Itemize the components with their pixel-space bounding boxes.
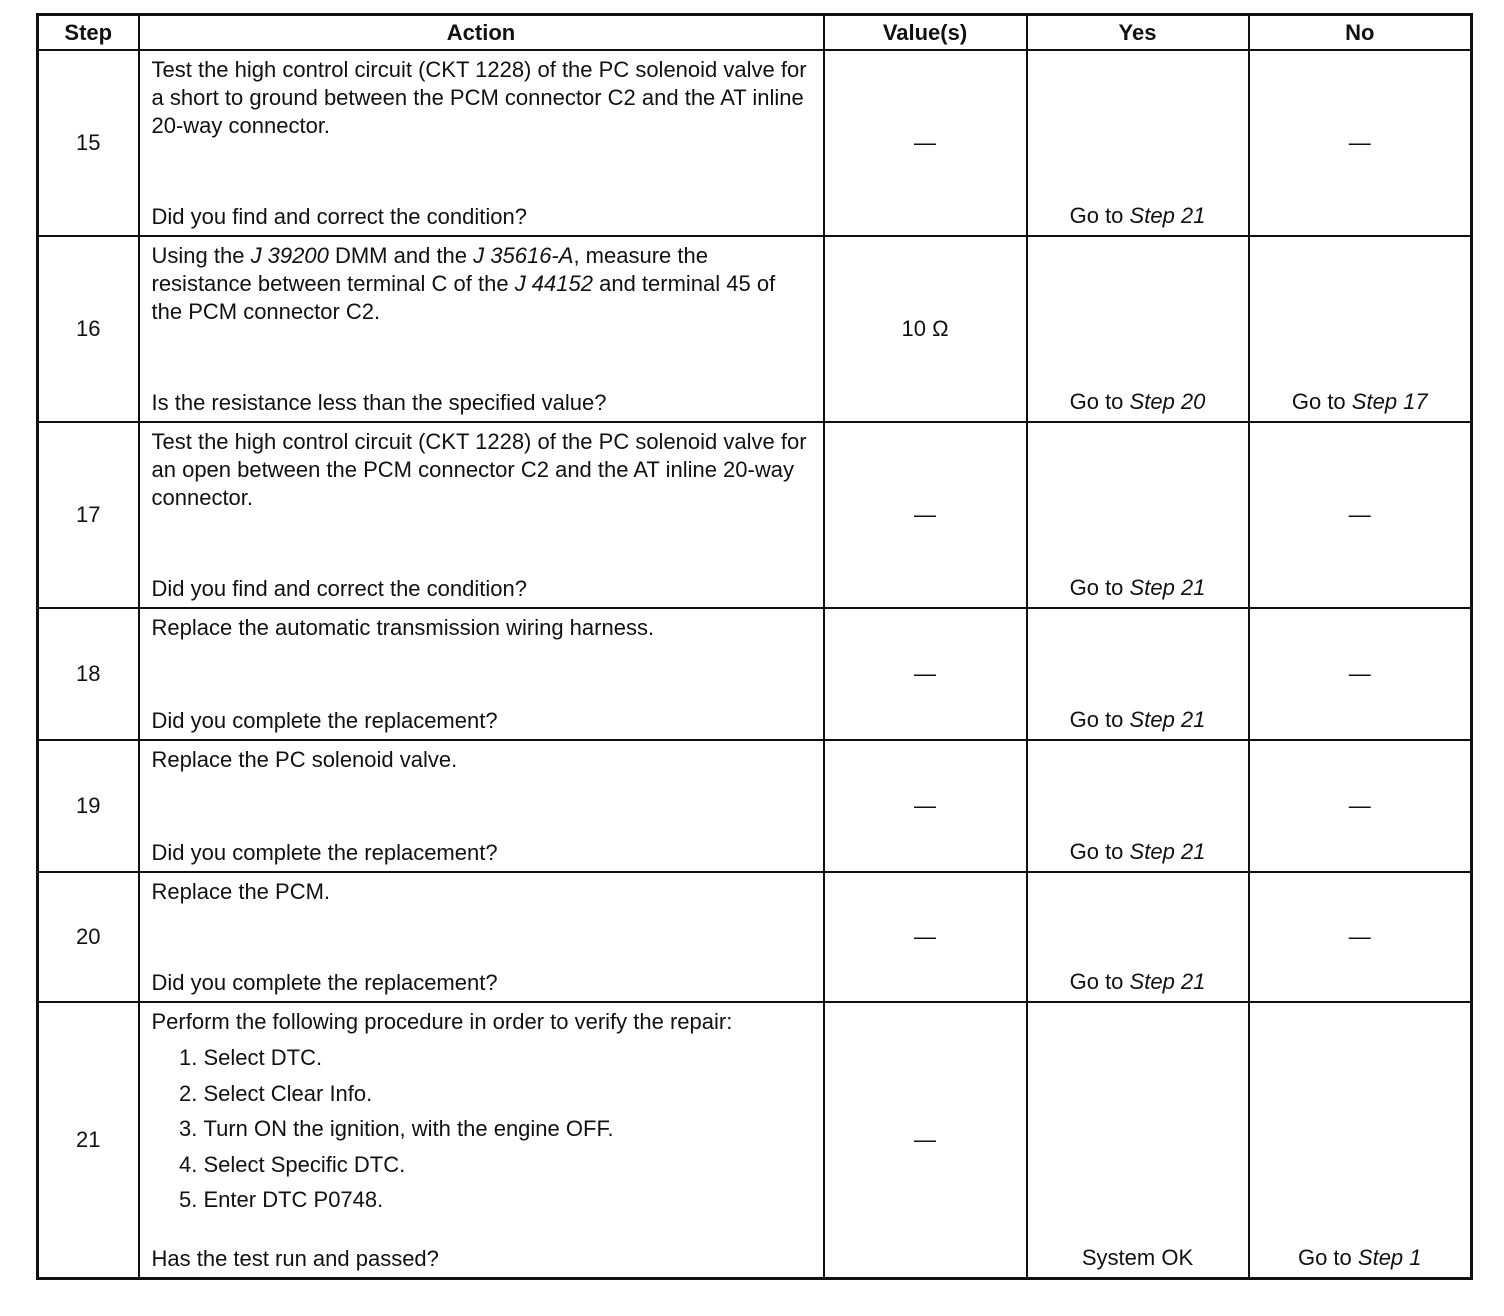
tool-ref: J 35616-A [473, 243, 574, 268]
list-item: 2. Select Clear Info. [204, 1076, 811, 1112]
action-text: Replace the PCM. [151, 879, 331, 904]
action-cell [139, 872, 824, 1002]
yes-goto [1028, 968, 1248, 996]
yes-goto [1028, 388, 1248, 416]
action-question: Did you find and correct the condition? [151, 204, 527, 229]
text-part: and terminal 45 of the PCM connector C2. [151, 271, 776, 324]
step-number: 16 [38, 236, 139, 422]
header-row [38, 15, 1472, 51]
goto-prefix: Go to [1069, 389, 1124, 414]
action-question: Did you find and correct the condition? [151, 576, 527, 601]
yes-goto [1028, 706, 1248, 734]
action-cell [139, 608, 824, 740]
procedure-list [152, 1040, 811, 1218]
step-number: 15 [38, 50, 139, 236]
value-cell: — [824, 50, 1027, 236]
step-number: 19 [38, 740, 139, 872]
yes-goto [1028, 202, 1248, 230]
goto-prefix: Go to [1297, 1244, 1352, 1270]
no-cell: — [1249, 872, 1472, 1002]
header-no: No [1249, 15, 1472, 51]
value-cell: — [824, 422, 1027, 608]
yes-cell [1027, 1002, 1249, 1278]
goto-prefix: Go to [1069, 839, 1124, 864]
goto-step: Step 21 [1129, 839, 1206, 864]
value-cell: — [824, 740, 1027, 872]
yes-result: System OK [1081, 1244, 1194, 1270]
table-row [38, 1002, 1472, 1278]
no-cell: — [1249, 422, 1472, 608]
yes-cell [1027, 422, 1249, 608]
no-cell [1249, 236, 1472, 422]
action-cell [139, 236, 824, 422]
no-goto [1250, 1244, 1471, 1272]
value-cell: — [824, 608, 1027, 740]
list-item: 5. Enter DTC P0748. [204, 1182, 811, 1218]
step-number: 18 [38, 608, 139, 740]
yes-cell [1027, 872, 1249, 1002]
table-row [38, 608, 1472, 740]
goto-step: Step 21 [1129, 203, 1206, 228]
action-cell [139, 50, 824, 236]
goto-step: Step 21 [1129, 707, 1206, 732]
tool-ref: J 39200 [250, 243, 329, 268]
action-cell [139, 422, 824, 608]
list-item: 3. Turn ON the ignition, with the engine OFF. [204, 1111, 811, 1147]
table-row [38, 50, 1472, 236]
header-values: Value(s) [824, 15, 1027, 51]
text-part: DMM and the [328, 243, 474, 268]
header-yes: Yes [1027, 15, 1249, 51]
diagnostic-table [36, 13, 1473, 1280]
value-cell: 10 Ω [824, 236, 1027, 422]
yes-goto [1028, 838, 1248, 866]
value-cell: — [824, 1002, 1027, 1278]
goto-step: Step 1 [1357, 1244, 1422, 1270]
goto-prefix: Go to [1069, 969, 1124, 994]
action-text: Perform the following procedure in order to verify the repair: [151, 1009, 733, 1034]
goto-prefix: Go to [1069, 575, 1124, 600]
action-question: Has the test run and passed? [151, 1245, 439, 1271]
action-text: Replace the automatic transmission wiring harness. [151, 615, 655, 640]
tool-ref: J 44152 [514, 271, 593, 296]
action-text: Test the high control circuit (CKT 1228) of the PC solenoid valve for a short to ground between the PCM connector C2 and the AT inline 20-way connector. [151, 57, 807, 138]
list-item: 4. Select Specific DTC. [204, 1147, 811, 1183]
action-cell [139, 740, 824, 872]
action-question: Is the resistance less than the specified value? [151, 390, 607, 415]
action-text: Replace the PC solenoid valve. [151, 747, 458, 772]
goto-step: Step 17 [1351, 389, 1428, 414]
goto-step: Step 21 [1129, 575, 1206, 600]
action-question: Did you complete the replacement? [151, 970, 498, 995]
value-cell: — [824, 872, 1027, 1002]
action-cell [139, 1002, 824, 1278]
step-number: 20 [38, 872, 139, 1002]
yes-cell [1027, 50, 1249, 236]
goto-step: Step 20 [1129, 389, 1206, 414]
no-cell [1249, 1002, 1472, 1278]
list-item: 1. Select DTC. [204, 1040, 811, 1076]
header-action: Action [139, 15, 824, 51]
action-text: Test the high control circuit (CKT 1228) of the PC solenoid valve for an open between the PCM connector C2 and the AT inline 20-way connector. [151, 429, 807, 510]
no-cell: — [1249, 740, 1472, 872]
goto-prefix: Go to [1069, 203, 1124, 228]
text-part: , measure the resistance between terminal C of the [151, 243, 708, 296]
goto-prefix: Go to [1291, 389, 1346, 414]
no-goto [1250, 388, 1471, 416]
yes-goto [1028, 574, 1248, 602]
step-number: 21 [38, 1002, 139, 1278]
table-row [38, 872, 1472, 1002]
goto-step: Step 21 [1129, 969, 1206, 994]
yes-cell [1027, 608, 1249, 740]
table-row [38, 422, 1472, 608]
yes-cell [1027, 236, 1249, 422]
no-cell: — [1249, 608, 1472, 740]
goto-prefix: Go to [1069, 707, 1124, 732]
action-question: Did you complete the replacement? [151, 708, 498, 733]
action-text [152, 237, 811, 326]
text-part: Using the [151, 243, 251, 268]
table-row [38, 740, 1472, 872]
header-step: Step [38, 15, 139, 51]
step-number: 17 [38, 422, 139, 608]
action-question: Did you complete the replacement? [151, 840, 498, 865]
yes-cell [1027, 740, 1249, 872]
table-row [38, 236, 1472, 422]
no-cell: — [1249, 50, 1472, 236]
